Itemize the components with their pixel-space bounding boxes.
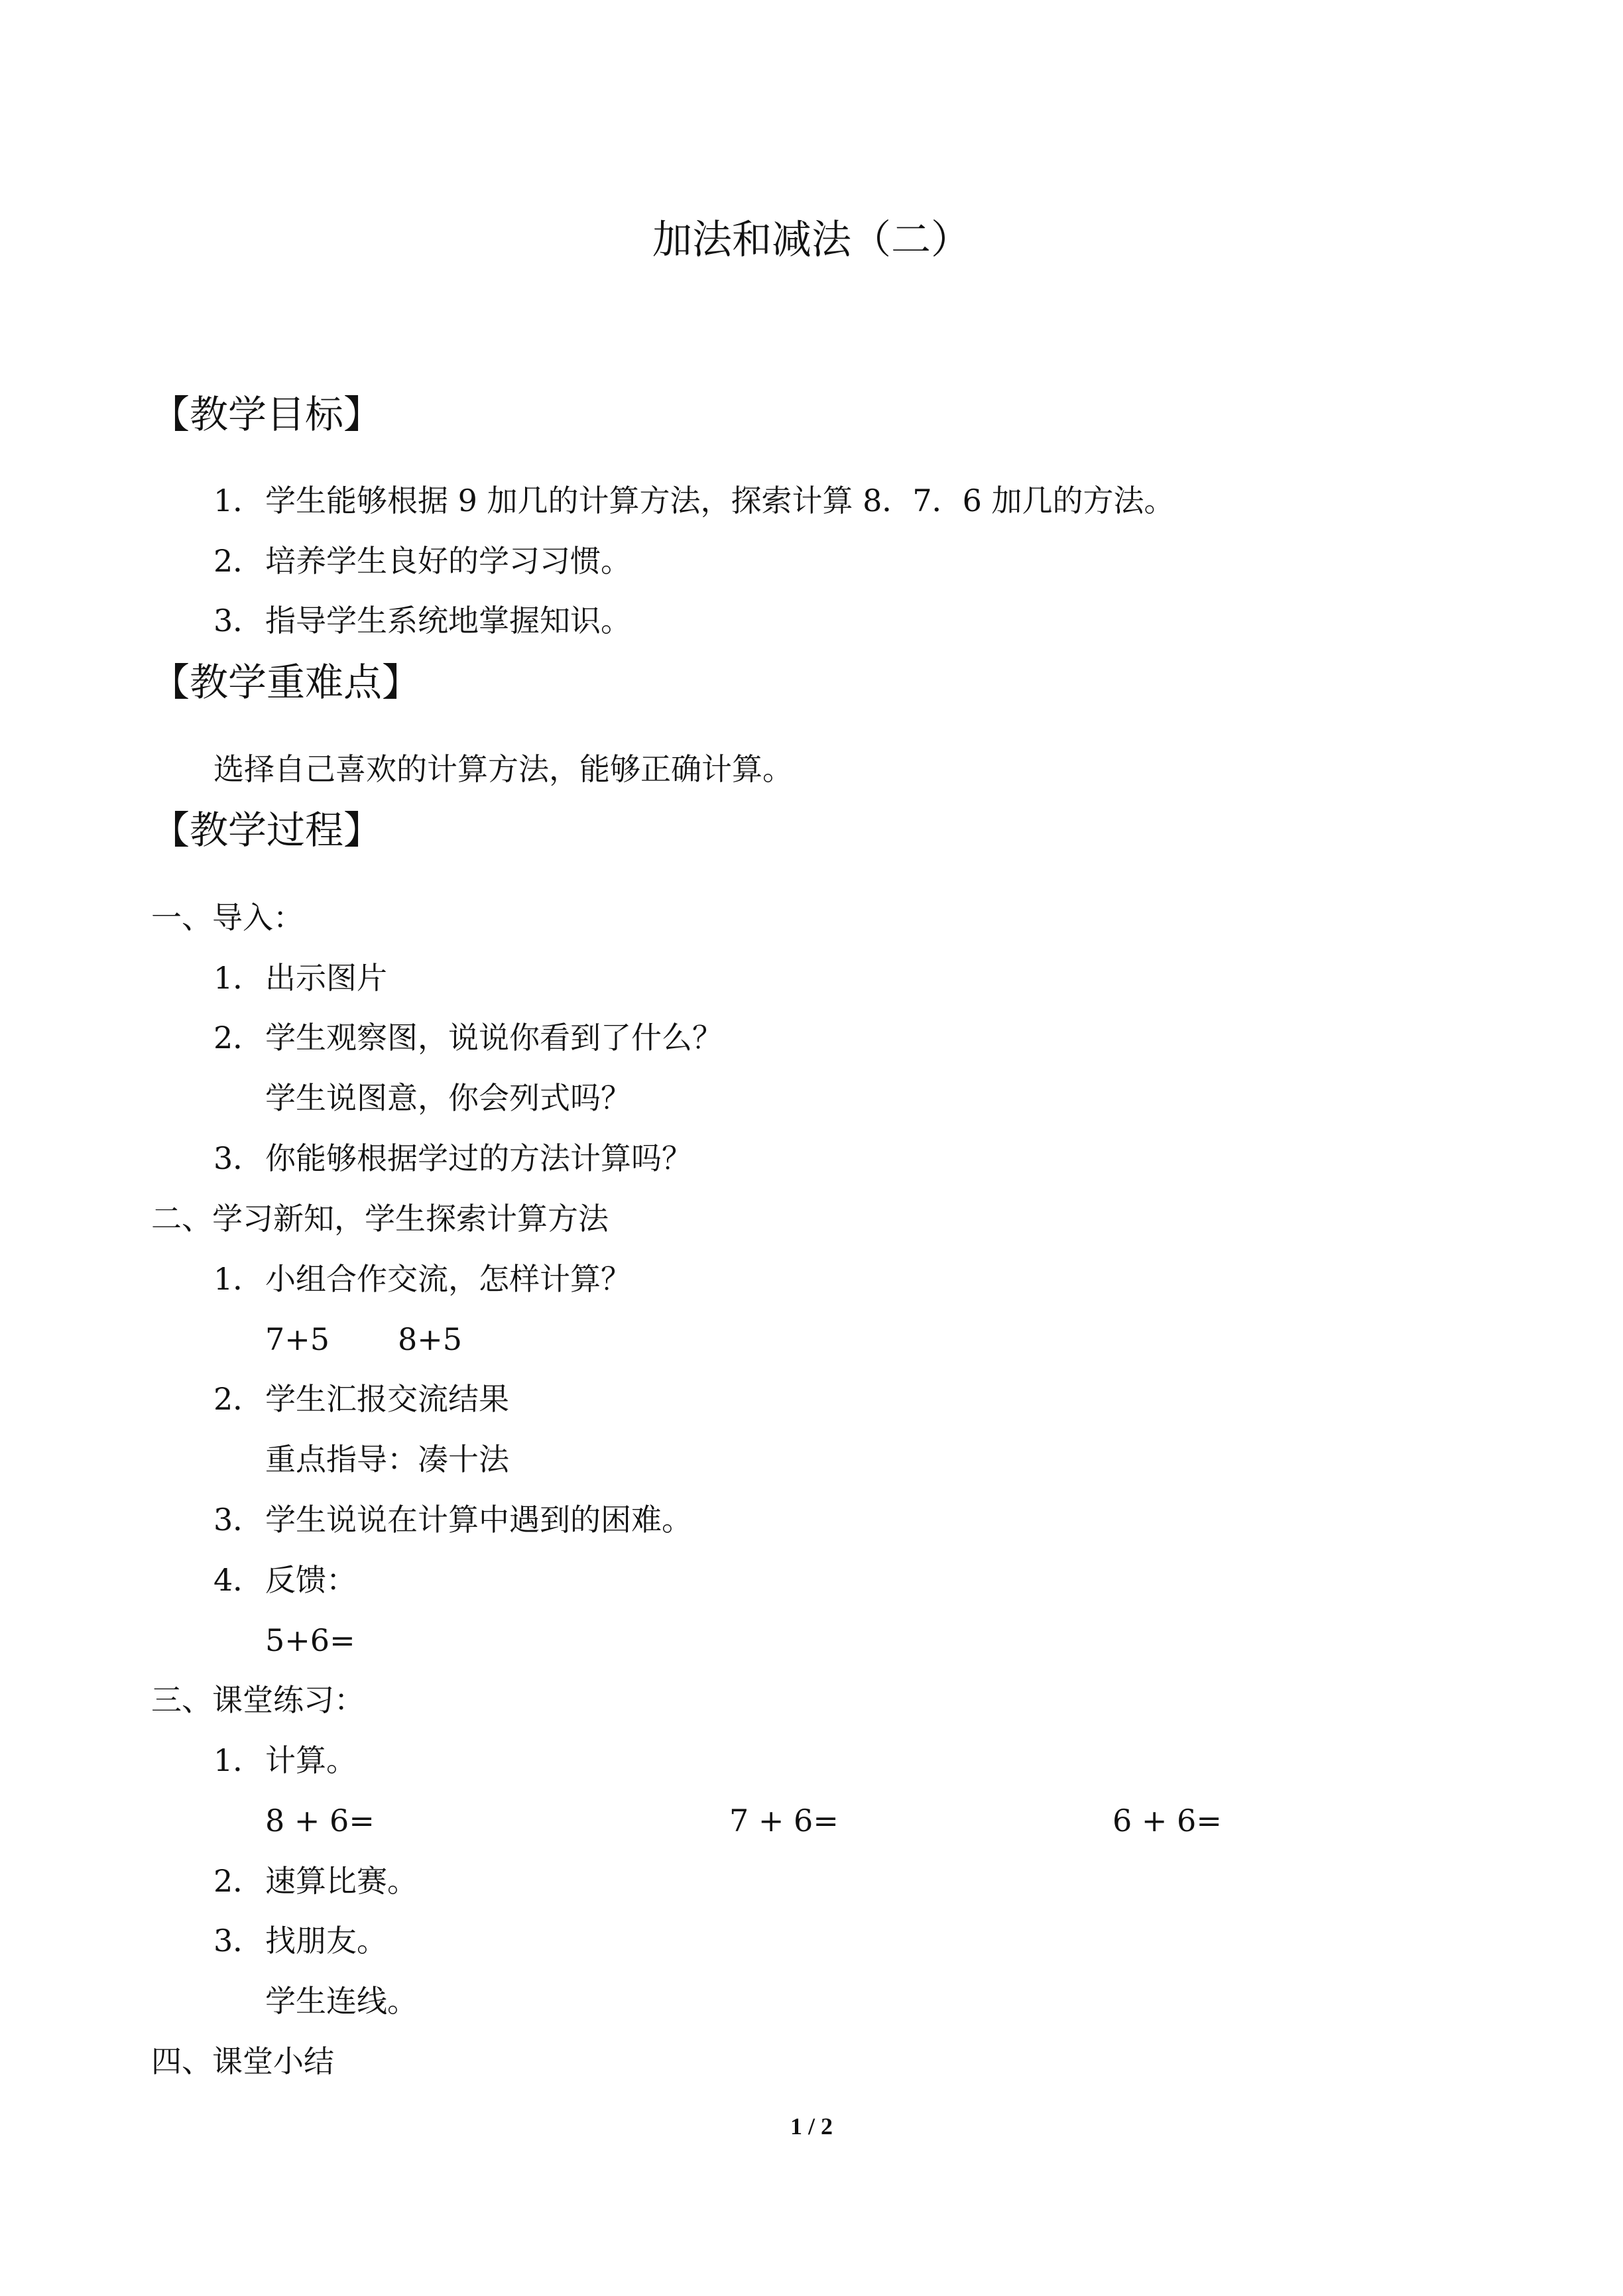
list-item [213,1742,357,1778]
item-number: 3． [213,1140,264,1176]
objectives-heading: 【教学目标】 [151,392,383,437]
expression: 7+5 [265,1321,330,1357]
calc-expression: 8 + 6= [265,1803,375,1839]
list-subtext: 学生说图意，你会列式吗？ [265,1080,631,1116]
item-number: 1． [213,1261,264,1297]
item-number: 2． [213,1863,264,1899]
item-text: 学生汇报交流结果 [265,1381,509,1417]
list-item [213,1381,509,1417]
list-item [213,1020,723,1056]
section-title: 一、导入： [151,900,304,936]
section-title: 二、学习新知，学生探索计算方法 [151,1201,609,1237]
item-number: 4． [213,1562,264,1598]
item-number: 3． [213,603,264,638]
keypoints-heading: 【教学重难点】 [151,660,421,705]
item-number: 1． [213,483,264,518]
item-text: 找朋友。 [265,1923,387,1959]
list-item [213,1502,692,1538]
item-number: 2． [213,1020,264,1056]
objective-item [213,605,631,636]
item-number: 2． [213,543,264,579]
list-item [213,1863,418,1899]
item-text: 学生观察图，说说你看到了什么？ [265,1020,723,1056]
calc-expression: 6 + 6= [1112,1803,1222,1839]
page-title: 加法和减法（二） [652,217,971,263]
list-subtext: 重点指导：凑十法 [265,1441,509,1477]
item-text: 反馈： [265,1562,357,1598]
item-number: 1． [213,1742,264,1778]
item-text: 指导学生系统地掌握知识。 [265,603,631,638]
item-text: 培养学生良好的学习习惯。 [265,543,631,579]
item-number: 2． [213,1381,264,1417]
item-text: 出示图片 [265,960,387,996]
item-text: 速算比赛。 [265,1863,418,1899]
item-text: 学生能够根据 9 加几的计算方法，探索计算 8．7．6 加几的方法。 [265,483,1175,518]
keypoints-text: 选择自己喜欢的计算方法，能够正确计算。 [213,751,793,787]
section-title: 四、课堂小结 [151,2043,334,2079]
item-number: 3． [213,1502,264,1538]
list-item [213,1562,357,1598]
item-text: 计算。 [265,1742,357,1778]
list-item [213,1140,692,1176]
list-item [213,1261,631,1297]
item-text: 小组合作交流，怎样计算？ [265,1261,631,1297]
item-number: 1． [213,960,264,996]
process-heading: 【教学过程】 [151,808,383,853]
expression: 5+6= [265,1622,355,1658]
objective-item [213,543,631,579]
section-title: 三、课堂练习： [151,1682,365,1718]
item-text: 你能够根据学过的方法计算吗？ [265,1140,692,1176]
list-item [213,960,387,996]
list-item [213,1923,387,1959]
objective-item [213,485,1175,516]
item-number: 3． [213,1923,264,1959]
item-text: 学生说说在计算中遇到的困难。 [265,1502,692,1538]
expression: 8+5 [398,1321,463,1357]
page-number: 1 / 2 [790,2113,833,2140]
list-subtext: 学生连线。 [265,1983,418,2019]
calc-expression: 7 + 6= [729,1803,839,1839]
